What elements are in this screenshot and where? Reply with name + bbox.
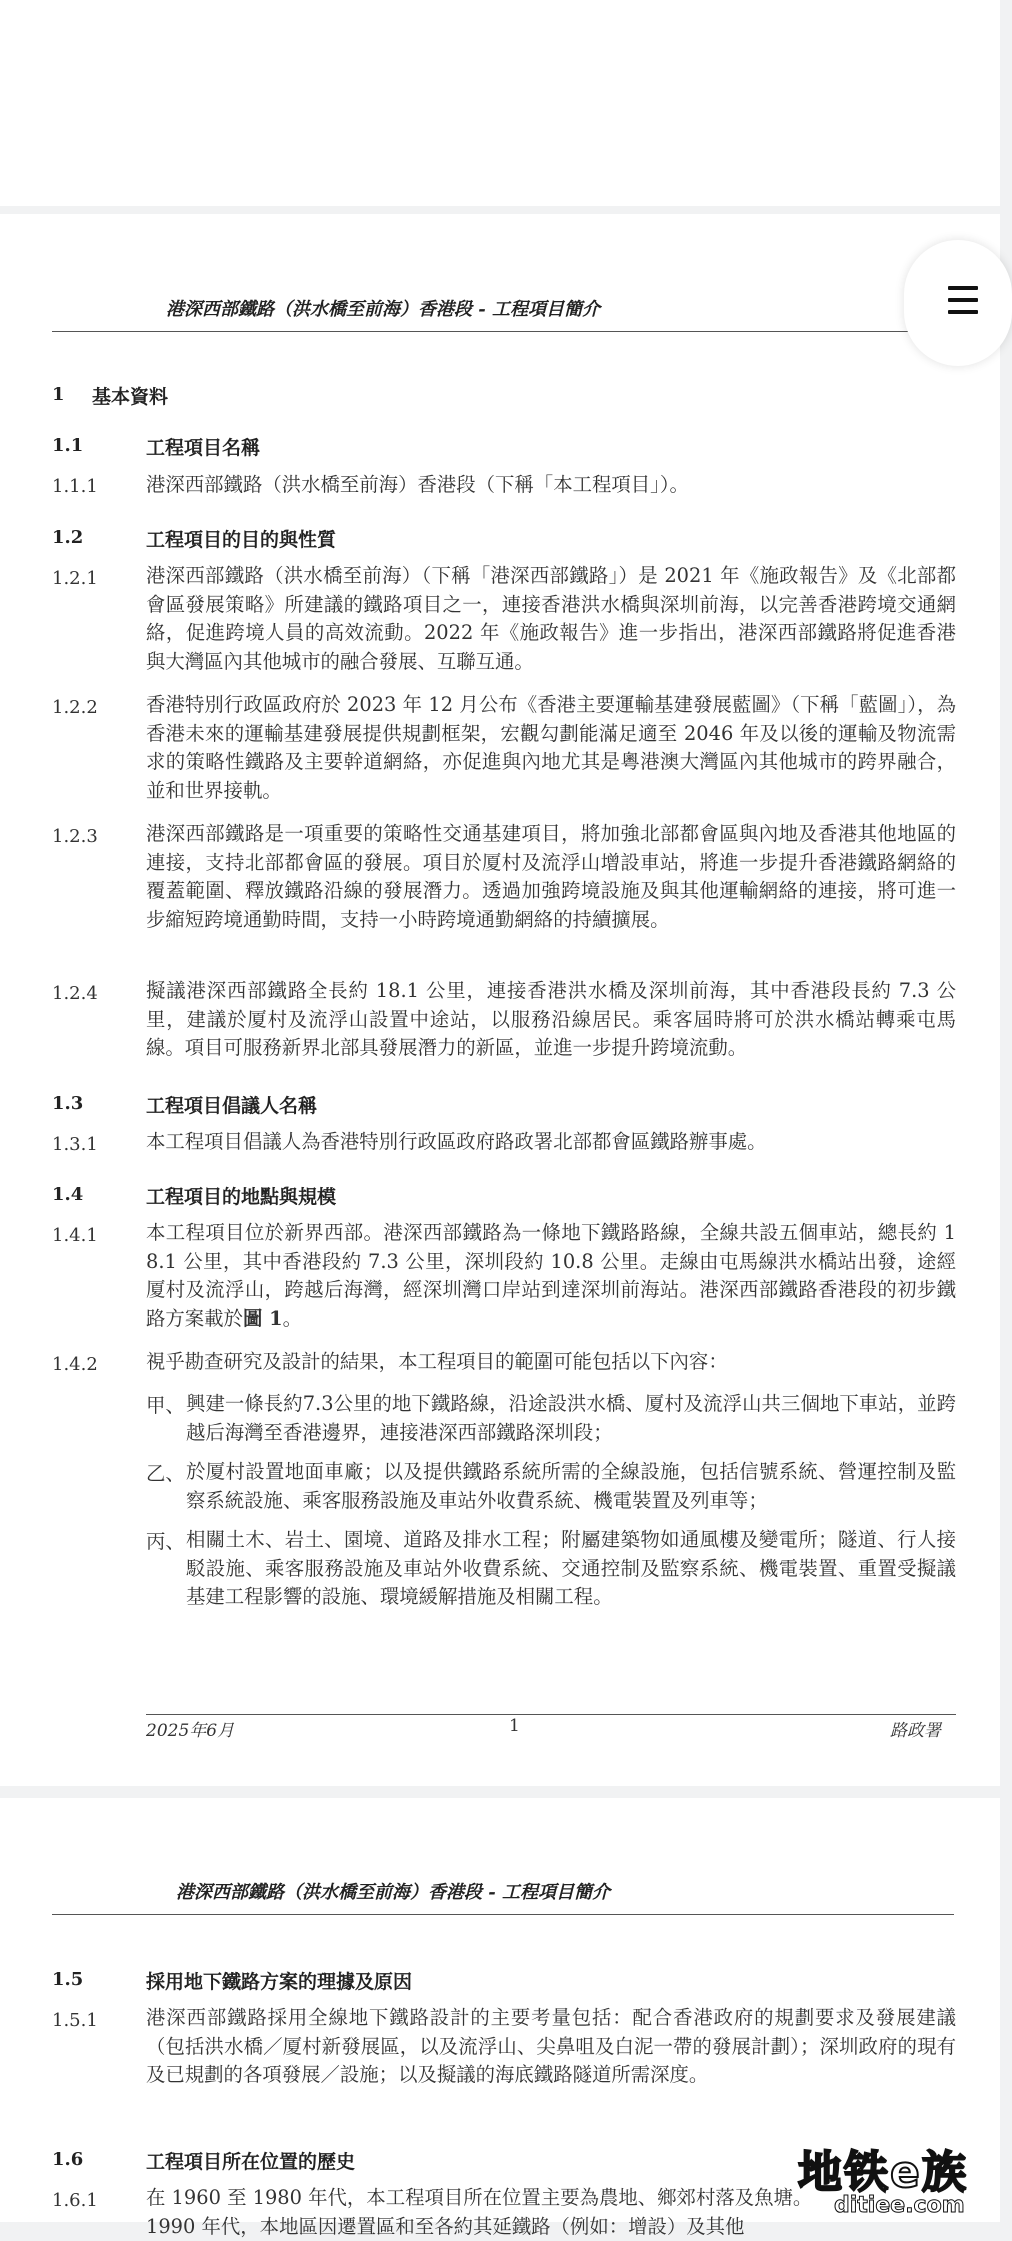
list-item-mark: 乙、	[146, 1462, 185, 1485]
paragraph-number: 1.2.1	[52, 568, 98, 589]
paragraph-text: 擬議港深西部鐵路全長約 18.1 公里，連接香港洪水橋及深圳前海，其中香港段長約 7.3 公里，建議於厦村及流浮山設置中途站，以服務沿線居民。乘客屆時將可於洪水橋站轉乘屯馬線。項目可服務新界北部具發展潛力的新區，並進一步提升跨境流動。	[146, 979, 956, 1059]
paragraph-number: 1.4.1	[52, 1225, 98, 1246]
paragraph-text: 本工程項目倡議人為香港特別行政區政府路政署北部都會區鐵路辦事處。	[146, 1130, 767, 1153]
section-number: 1	[52, 384, 65, 405]
list-item-text: 於厦村設置地面車廠；以及提供鐵路系統所需的全線設施，包括信號系統、營運控制及監察系統設施、乘客服務設施及車站外收費系統、機電裝置及列車等；	[186, 1460, 956, 1512]
subsection-title: 採用地下鐵路方案的理據及原因	[146, 1971, 413, 1993]
subsection-title: 工程項目的地點與規模	[146, 1186, 337, 1208]
hamburger-menu-icon-bar	[948, 310, 978, 314]
page-header-title: 港深西部鐵路（洪水橋至前海）香港段 - 工程項目簡介	[166, 299, 601, 320]
paragraph-text	[146, 1219, 956, 1333]
watermark-text: 地铁e族	[798, 2147, 968, 2198]
paragraph-number: 1.2.4	[52, 983, 98, 1004]
subsection-number: 1.1	[52, 435, 84, 456]
paragraph-text: 港深西部鐵路採用全線地下鐵路設計的主要考量包括：配合香港政府的規劃要求及發展建議（包括洪水橋／厦村新發展區，以及流浮山、尖鼻咀及白泥一帶的發展計劃）；深圳政府的現有及已規劃的各項發展／設施；以及擬議的海底鐵路隧道所需深度。	[146, 2006, 956, 2086]
paragraph-line: 1990 年代，本地區因遷置區和至各約其延鐵路（例如：增設）及其他	[146, 2214, 745, 2238]
header-rule	[52, 1914, 954, 1915]
blank-top-area	[0, 0, 1000, 206]
figure-reference: 圖 1	[242, 1306, 283, 1330]
list-item-mark: 丙、	[146, 1530, 185, 1553]
paragraph-body: 本工程項目位於新界西部。港深西部鐵路為一條地下鐵路路線，全線共設五個車站，總長約 18.1 公里，其中香港段約 7.3 公里，深圳段約 10.8 公里。走線由屯馬線洪水橋站出發，途經厦村及流浮山，跨越后海灣，經深圳灣口岸站到達深圳前海站。港深西部鐵路香港段的初步鐵路方案載於	[146, 1221, 956, 1330]
paragraph-text: 視乎勘查研究及設計的結果，本工程項目的範圍可能包括以下內容：	[146, 1350, 728, 1373]
paragraph-number: 1.1.1	[52, 476, 98, 497]
paragraph-number: 1.5.1	[52, 2010, 98, 2031]
subsection-title: 工程項目的目的與性質	[146, 529, 337, 551]
footer-page-number: 1	[509, 1716, 520, 1736]
paragraph-tail: 。	[282, 1306, 302, 1330]
list-item-text: 興建一條長約7.3公里的地下鐵路線，沿途設洪水橋、厦村及流浮山共三個地下車站，並跨越后海灣至香港邊界，連接港深西部鐵路深圳段；	[186, 1392, 956, 1444]
hamburger-menu-icon-bar	[948, 298, 978, 302]
paragraph-number: 1.2.2	[52, 697, 98, 718]
subsection-number: 1.5	[52, 1969, 84, 1990]
subsection-number: 1.4	[52, 1184, 84, 1205]
footer-office: 路政署	[890, 1721, 941, 1741]
paragraph-number: 1.2.3	[52, 826, 98, 847]
hamburger-menu-icon	[948, 286, 978, 290]
subsection-number: 1.2	[52, 527, 84, 548]
paragraph-text: 香港特別行政區政府於 2023 年 12 月公布《香港主要運輸基建發展藍圖》（下稱「藍圖」），為香港未來的運輸基建發展提供規劃框架，宏觀勾劃能滿足適至 2046 年及以後的運輸及物流需求的策略性鐵路及主要幹道網絡，亦促進與內地尤其是粵港澳大灣區內其他城市的跨界融合，並和世界接軌。	[146, 693, 956, 802]
paragraph-number: 1.6.1	[52, 2190, 98, 2211]
header-rule	[52, 331, 910, 332]
page-header-title: 港深西部鐵路（洪水橋至前海）香港段 - 工程項目簡介	[176, 1882, 611, 1903]
watermark-url: ditiee.com	[834, 2193, 965, 2218]
subsection-title: 工程項目所在位置的歷史	[146, 2151, 356, 2173]
section-title: 基本資料	[92, 386, 169, 408]
list-item-mark: 甲、	[146, 1394, 185, 1417]
paragraph-text: 港深西部鐵路（洪水橋至前海）（下稱「港深西部鐵路」）是 2021 年《施政報告》及《北部都會區發展策略》所建議的鐵路項目之一，連接香港洪水橋與深圳前海，以完善香港跨境交通網絡，促進跨境人員的高效流動。2022 年《施政報告》進一步指出，港深西部鐵路將促進香港與大灣區內其他城市的融合發展、互聯互通。	[146, 564, 956, 673]
paragraph-number: 1.3.1	[52, 1134, 98, 1155]
subsection-title: 工程項目倡議人名稱	[146, 1095, 318, 1117]
paragraph-number: 1.4.2	[52, 1354, 98, 1375]
subsection-number: 1.6	[52, 2149, 84, 2170]
paragraph-line: 在 1960 至 1980 年代，本工程項目所在位置主要為農地、鄉郊村落及魚塘。	[146, 2186, 813, 2209]
footer-date: 2025年6月	[146, 1721, 235, 1741]
subsection-title: 工程項目名稱	[146, 437, 261, 459]
menu-button[interactable]	[904, 240, 1012, 366]
paragraph-text: 港深西部鐵路（洪水橋至前海）香港段（下稱「本工程項目」）。	[146, 473, 689, 496]
subsection-number: 1.3	[52, 1093, 84, 1114]
footer-rule	[146, 1714, 956, 1715]
paragraph-text: 港深西部鐵路是一項重要的策略性交通基建項目，將加強北部都會區與內地及香港其他地區的連接，支持北部都會區的發展。項目於厦村及流浮山增設車站，將進一步提升香港鐵路網絡的覆蓋範圍、釋放鐵路沿線的發展潛力。透過加強跨境設施及與其他運輸網絡的連接，將可進一步縮短跨境通勤時間，支持一小時跨境通勤網絡的持續擴展。	[146, 822, 956, 931]
list-item-text: 相關土木、岩土、園境、道路及排水工程；附屬建築物如通風樓及變電所；隧道、行人接駁設施、乘客服務設施及車站外收費系統、交通控制及監察系統、機電裝置、重置受擬議基建工程影響的設施、環境緩解措施及相關工程。	[186, 1528, 956, 1608]
